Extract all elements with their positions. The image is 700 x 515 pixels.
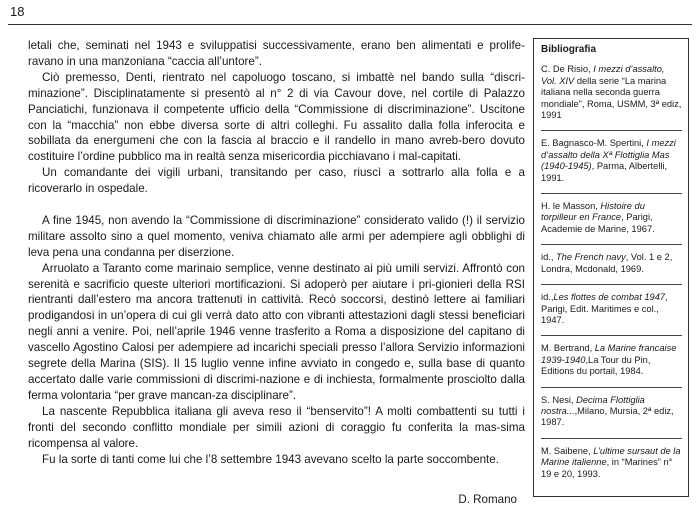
entry-author: M. Saibene,: [541, 445, 594, 456]
paragraph: Ciò premesso, Denti, rientrato nel capoluogo toscano, si imbattè nel bando sulla “discri-minazione”. Disciplinatamente si presentò al n° 2 di via Cavour dove, nel cortile di Palazzo Panciatichi, funzionava il competente ufficio della “Commissione di discriminazione”. Uscitone con la “macchia” non ebbe diversa sorte di altri colleghi. Fu assalito dalla folla inferocita e sobillata da energumeni che con la fascia al braccio e il randello in mano avreb-bero dovuto costituire l’ordine pubblico ma in realtà senza misericordia picchiavano i mal-capitati.: [28, 70, 525, 164]
entry-author: M. Bertrand,: [541, 343, 595, 354]
entry-divider: [541, 438, 682, 439]
entry-author: E. Bagnasco-M. Spertini,: [541, 138, 647, 149]
entry-divider: [541, 244, 682, 245]
entry-divider: [541, 193, 682, 194]
entry-details: ,Milano, Mursia, 2ª ediz, 1987.: [541, 405, 674, 428]
paragraph: letali che, seminati nel 1943 e sviluppatisi successivamente, erano ben alimentati e prolife-ravano in una manzoniana “caccia all’untore”.: [28, 39, 525, 68]
entry-divider: [541, 387, 682, 388]
entry-details: , Parigi, Academie de Marine, 1967.: [541, 212, 655, 234]
entry-divider: [541, 335, 682, 336]
entry-title: La Marine francaise 1939-1940: [541, 343, 677, 365]
entry-title: L’ultime sursaut de la Marine italienne: [541, 445, 681, 468]
entry-author: H. le Masson,: [541, 201, 601, 212]
entry-author: S. Nesi,: [541, 394, 577, 405]
paragraph: Arruolato a Taranto come marinaio semplice, venne destinato ai più umili servizi. Affrontò con serenità e sacrificio queste ulteriori mortificazioni. Si adoperò per aiutare i pri-gionieri della RSI rientranti dall’estero ma ancora trattenuti in cattività. Recò soccorsi, destinò lettere ai familiari prodigandosi in un’opera di cui gli verrà dato atto con vibranti attestazioni dagli stessi beneficiari negli anni a venire. Poi, nell’aprile 1946 venne trasferito a Roma a disposizione del capitano di vascello Agostino Calosi per adempiere ad incarichi speciali presso l’allora Servizio informazioni segrete della Marina (SIS). Il 15 luglio venne infine avviato in congedo e, sulla base di quanto accertato dalle varie commissioni di discrimi-nazione e di inchiesta, formalmente prosciolto dalla ferma volontaria “per grave mancan-za disciplinare”.: [28, 261, 525, 402]
bibliography-entry: [541, 252, 682, 275]
bibliography-entry: [541, 395, 682, 429]
entry-details: , Vol. 1 e 2, Londra, Mcdonald, 1969.: [541, 252, 673, 274]
bibliography-entry: [541, 138, 682, 184]
paragraph: A fine 1945, non avendo la “Commissione di discriminazione” considerato valido (!) il servizio militare assolto sino a quel momento, veniva chiamato alle armi per adempiere agli obblighi di leva pena una condanna per diserzione.: [28, 213, 525, 259]
paragraph: Fu la sorte di tanti come lui che l’8 settembre 1943 avevano scelto la parte soccombente.: [42, 452, 499, 466]
entry-author: id.,: [541, 252, 556, 263]
entry-title: I mezzi d’assalto della Xª Flottiglia Mas (1940-1945): [541, 138, 676, 172]
paragraph: Un comandante dei vigili urbani, transitando per caso, riuscì a sottrarlo alla folla e a ricoverarlo in ospedale.: [28, 166, 525, 196]
entry-title: Decima Flottiglia nostra...: [541, 394, 645, 416]
entry-author: C. De Risio,: [541, 64, 594, 75]
entry-title: I mezzi d’assalto, Vol. XIV: [541, 64, 665, 86]
bibliography-entry: [541, 201, 682, 235]
entry-details: ,La Tour du Pin, Editions du portail, 1984.: [541, 354, 651, 377]
header-rule: [8, 24, 692, 25]
entry-divider: [541, 130, 682, 131]
article-body: [28, 38, 525, 467]
entry-details: , in “Marines” n° 19 e 20, 1993.: [541, 457, 673, 479]
entry-details: , Parigi, Edit. Maritimes e col., 1947.: [541, 292, 668, 325]
entry-title: The French navy: [556, 252, 626, 263]
author-signature: D. Romano: [458, 493, 517, 506]
entry-author: id.,: [541, 292, 554, 303]
entry-details: , Parma, Albertelli, 1991.: [541, 161, 668, 183]
bibliography-box: [533, 38, 689, 497]
bibliography-title: Bibliografia: [541, 44, 597, 55]
entry-title: Histoire du torpilleur en France: [541, 201, 645, 223]
bibliography-entry: [541, 64, 682, 121]
paragraph-gap: [28, 197, 525, 213]
paragraph: La nascente Repubblica italiana gli aveva reso il “benservito”! A molti combattenti su tutti i fronti del secondo conflitto mondiale per simili azioni di coraggio fu conferita la mas-sima ricompensa al valore.: [28, 404, 525, 450]
entry-divider: [541, 284, 682, 285]
page-number: 18: [10, 4, 25, 19]
bibliography-entry: [541, 292, 682, 326]
bibliography-entry: [541, 446, 682, 480]
entry-title: Les flottes de combat 1947: [553, 292, 666, 303]
bibliography-entry: [541, 343, 682, 377]
entry-details: della serie “La marina italiana nella seconda guerra mondiale”, Roma, USMM, 3ª ediz, 1991: [541, 75, 682, 121]
